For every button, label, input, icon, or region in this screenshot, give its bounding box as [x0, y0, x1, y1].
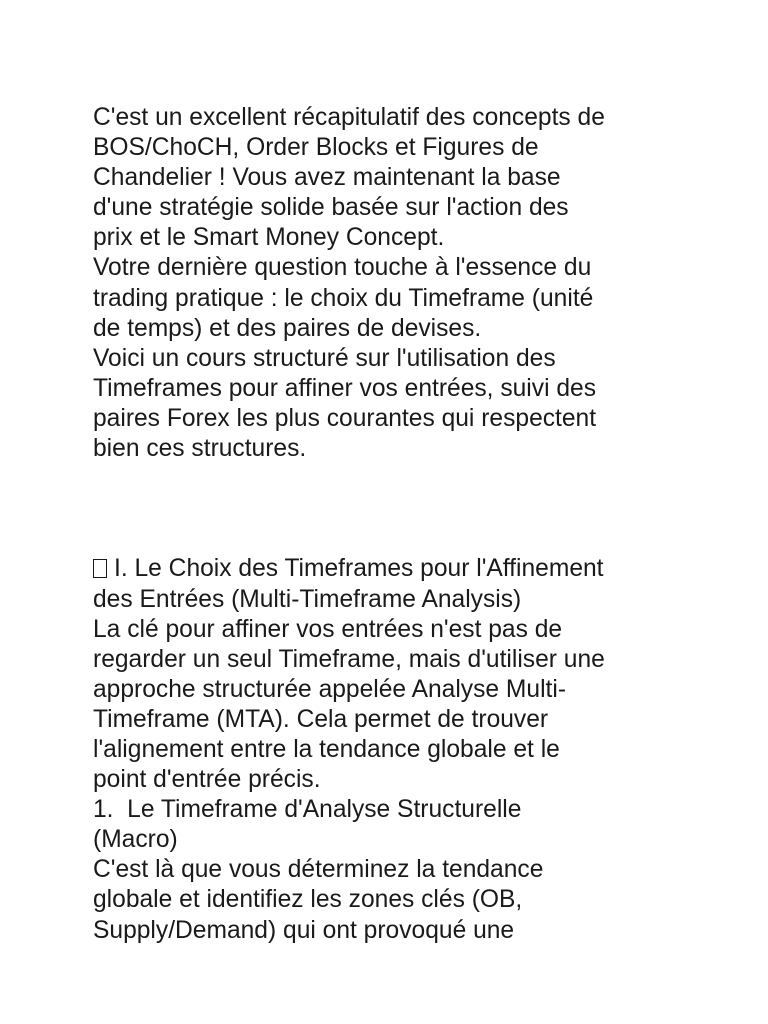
text-line: C'est là que vous déterminez la tendance	[93, 856, 544, 884]
section-gap	[93, 464, 693, 554]
text-line: bien ces structures.	[93, 435, 307, 463]
document-content	[93, 103, 693, 946]
text-line: approche structurée appelée Analyse Multi-	[93, 675, 567, 703]
text-line: de temps) et des paires de devises.	[93, 314, 482, 342]
text-line: Supply/Demand) qui ont provoqué une	[93, 916, 515, 944]
text-line: point d'entrée précis.	[93, 766, 321, 794]
text-line: l'alignement entre la tendance globale et le	[93, 735, 560, 763]
subsection-heading-line: 1. Le Timeframe d'Analyse Structurelle	[93, 796, 522, 824]
text-line: La clé pour affiner vos entrées n'est pas de	[93, 615, 563, 643]
section-heading	[93, 554, 693, 614]
section-body	[93, 615, 693, 796]
text-line: Timeframes pour affiner vos entrées, suivi des	[93, 374, 597, 402]
section-heading-line: I. Le Choix des Timeframes pour l'Affinement	[114, 555, 604, 583]
text-line: prix et le Smart Money Concept.	[93, 224, 445, 252]
text-line: regarder un seul Timeframe, mais d'utiliser une	[93, 645, 605, 673]
text-line: Voici un cours structuré sur l'utilisation des	[93, 344, 556, 372]
missing-glyph-box-icon	[93, 559, 107, 578]
subsection-body	[93, 855, 693, 945]
subsection-heading	[93, 795, 693, 855]
text-line: Chandelier ! Vous avez maintenant la base	[93, 164, 561, 192]
text-line: Votre dernière question touche à l'essence du	[93, 254, 592, 282]
text-line: globale et identifiez les zones clés (OB,	[93, 886, 523, 914]
text-line: C'est un excellent récapitulatif des concepts de	[93, 104, 605, 131]
section-heading-line: des Entrées (Multi-Timeframe Analysis)	[93, 585, 522, 613]
text-line: d'une stratégie solide basée sur l'action des	[93, 194, 569, 222]
subsection-heading-line: (Macro)	[93, 826, 178, 854]
text-line: trading pratique : le choix du Timeframe (unité	[93, 284, 594, 312]
intro-text	[93, 103, 693, 464]
text-line: paires Forex les plus courantes qui respectent	[93, 404, 597, 432]
text-line: Timeframe (MTA). Cela permet de trouver	[93, 705, 549, 733]
text-line: BOS/ChoCH, Order Blocks et Figures de	[93, 134, 539, 162]
